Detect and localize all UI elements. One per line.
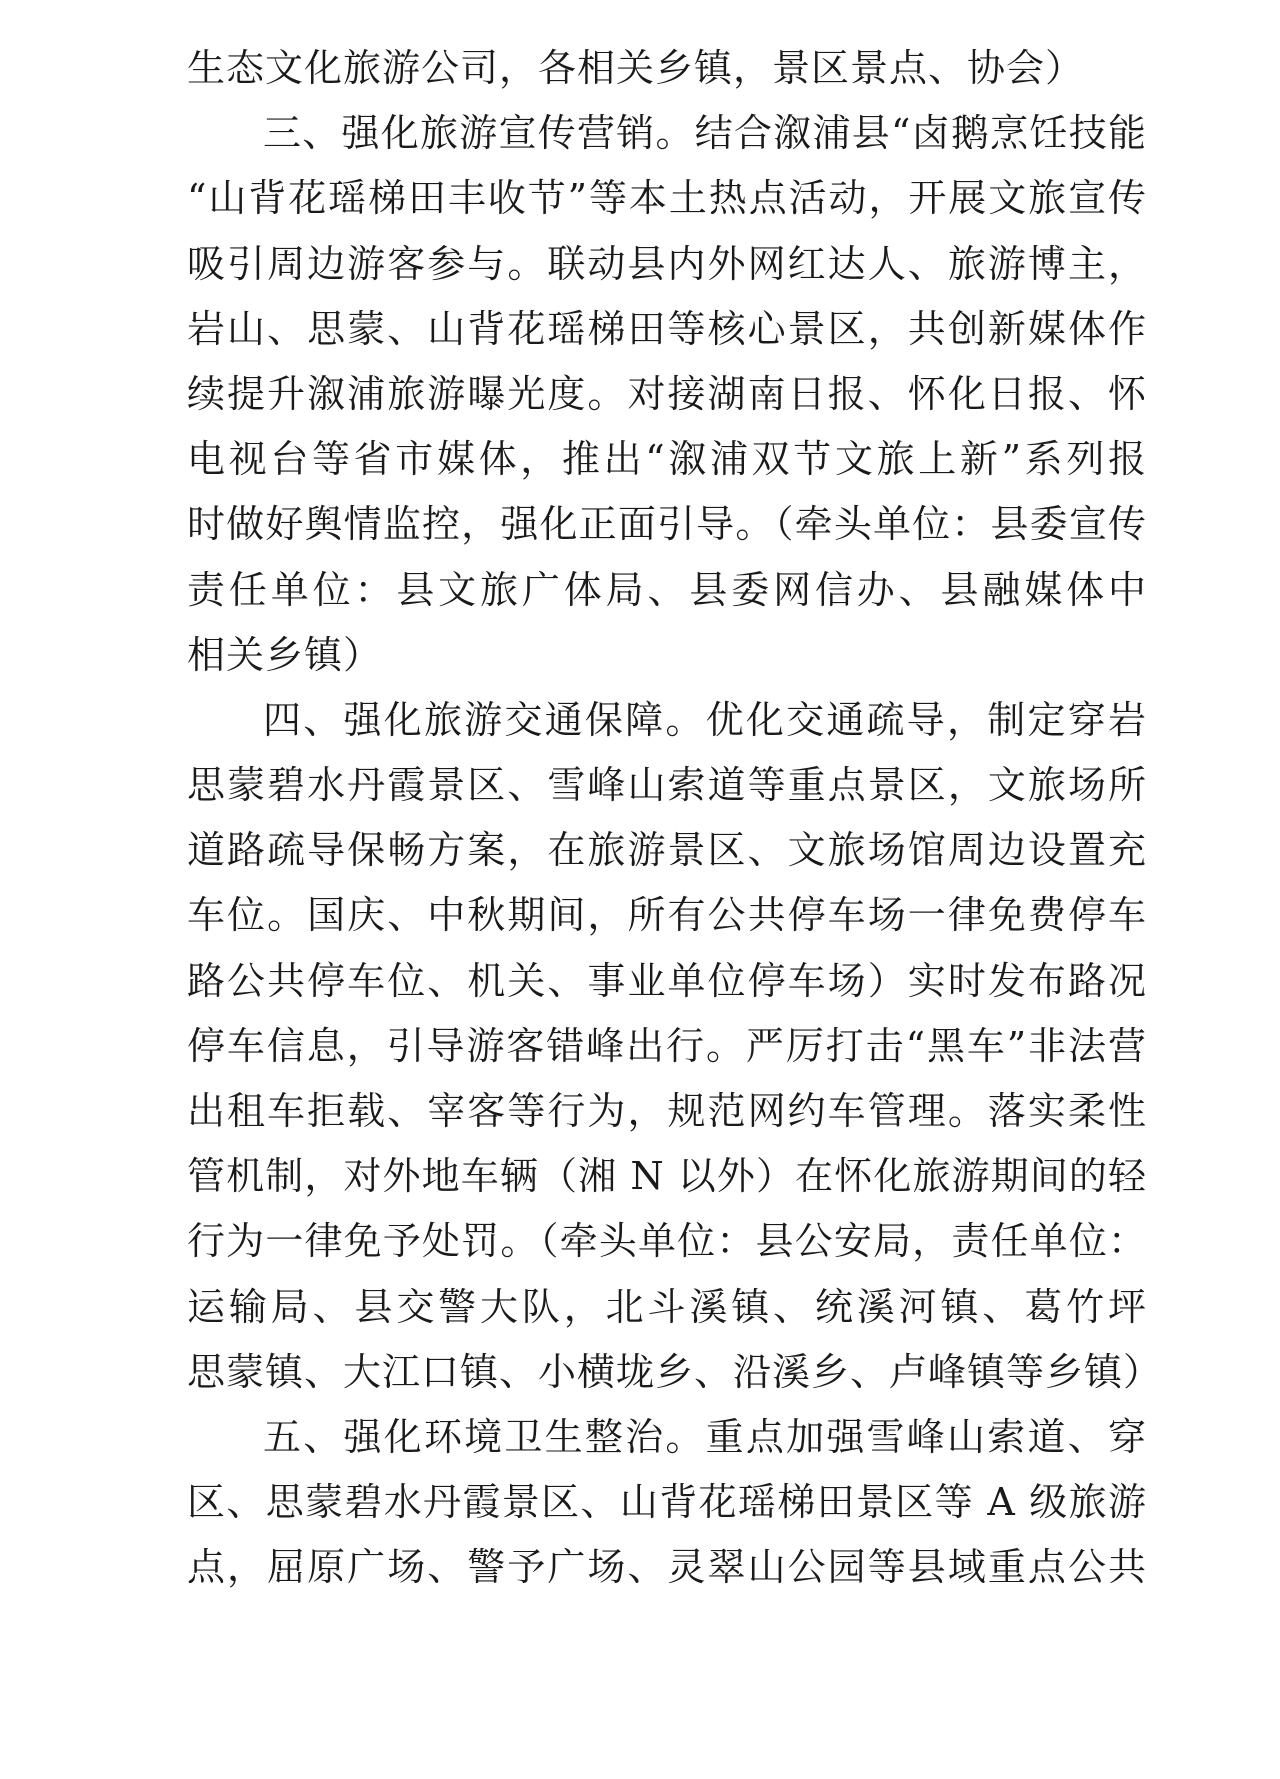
paragraph-first-line: 五、强化环境卫生整治。重点加强雪峰山索道、穿	[263, 1414, 1147, 1459]
text-line: 行为一律免予处罚。（牵头单位：县公安局，责任单位：	[187, 1219, 1147, 1264]
text-line: 责任单位：县文旅广体局、县委网信办、县融媒体中	[187, 567, 1147, 612]
text-line: 管机制，对外地车辆（湘 N 以外）在怀化旅游期间的轻	[187, 1154, 1147, 1199]
text-line: 思蒙镇、大江口镇、小横垅乡、沿溪乡、卢峰镇等乡镇）	[187, 1349, 1163, 1394]
paragraph-first-line: 四、强化旅游交通保障。优化交通疏导，制定穿岩	[263, 697, 1147, 742]
text-line: 岩山、思蒙、山背花瑶梯田等核心景区，共创新媒体作	[187, 306, 1147, 351]
text-line: 思蒙碧水丹霞景区、雪峰山索道等重点景区，文旅场所	[187, 763, 1147, 808]
text-line: 生态文化旅游公司，各相关乡镇，景区景点、协会）	[187, 46, 1085, 90]
text-line: 区、思蒙碧水丹霞景区、山背花瑶梯田景区等 A 级旅游	[187, 1480, 1147, 1525]
paragraph-first-line: 三、强化旅游宣传营销。结合溆浦县“卤鹅烹饪技能	[263, 111, 1147, 156]
text-line: 相关乡镇）	[187, 632, 383, 677]
text-line: 续提升溆浦旅游曝光度。对接湖南日报、怀化日报、怀	[187, 371, 1147, 416]
text-line: 点，屈原广场、警予广场、灵翠山公园等县域重点公共	[187, 1545, 1147, 1590]
text-line: 道路疏导保畅方案，在旅游景区、文旅场馆周边设置充	[187, 828, 1147, 873]
text-line: 停车信息，引导游客错峰出行。严厉打击“黑车”非法营	[187, 1023, 1147, 1068]
text-line: 运输局、县交警大队，北斗溪镇、统溪河镇、葛竹坪	[187, 1284, 1147, 1329]
text-line: 车位。国庆、中秋期间，所有公共停车场一律免费停车	[187, 893, 1147, 938]
document-body	[187, 36, 1163, 1601]
text-line: 路公共停车位、机关、事业单位停车场）实时发布路况	[187, 958, 1147, 1003]
text-line: “山背花瑶梯田丰收节”等本土热点活动，开展文旅宣传	[187, 176, 1147, 221]
text-line: 吸引周边游客参与。联动县内外网红达人、旅游博主，	[187, 241, 1147, 286]
text-line: 时做好舆情监控，强化正面引导。（牵头单位：县委宣传	[187, 502, 1147, 547]
text-line: 出租车拒载、宰客等行为，规范网约车管理。落实柔性	[187, 1089, 1147, 1133]
text-line: 电视台等省市媒体，推出“溆浦双节文旅上新”系列报	[187, 437, 1147, 482]
